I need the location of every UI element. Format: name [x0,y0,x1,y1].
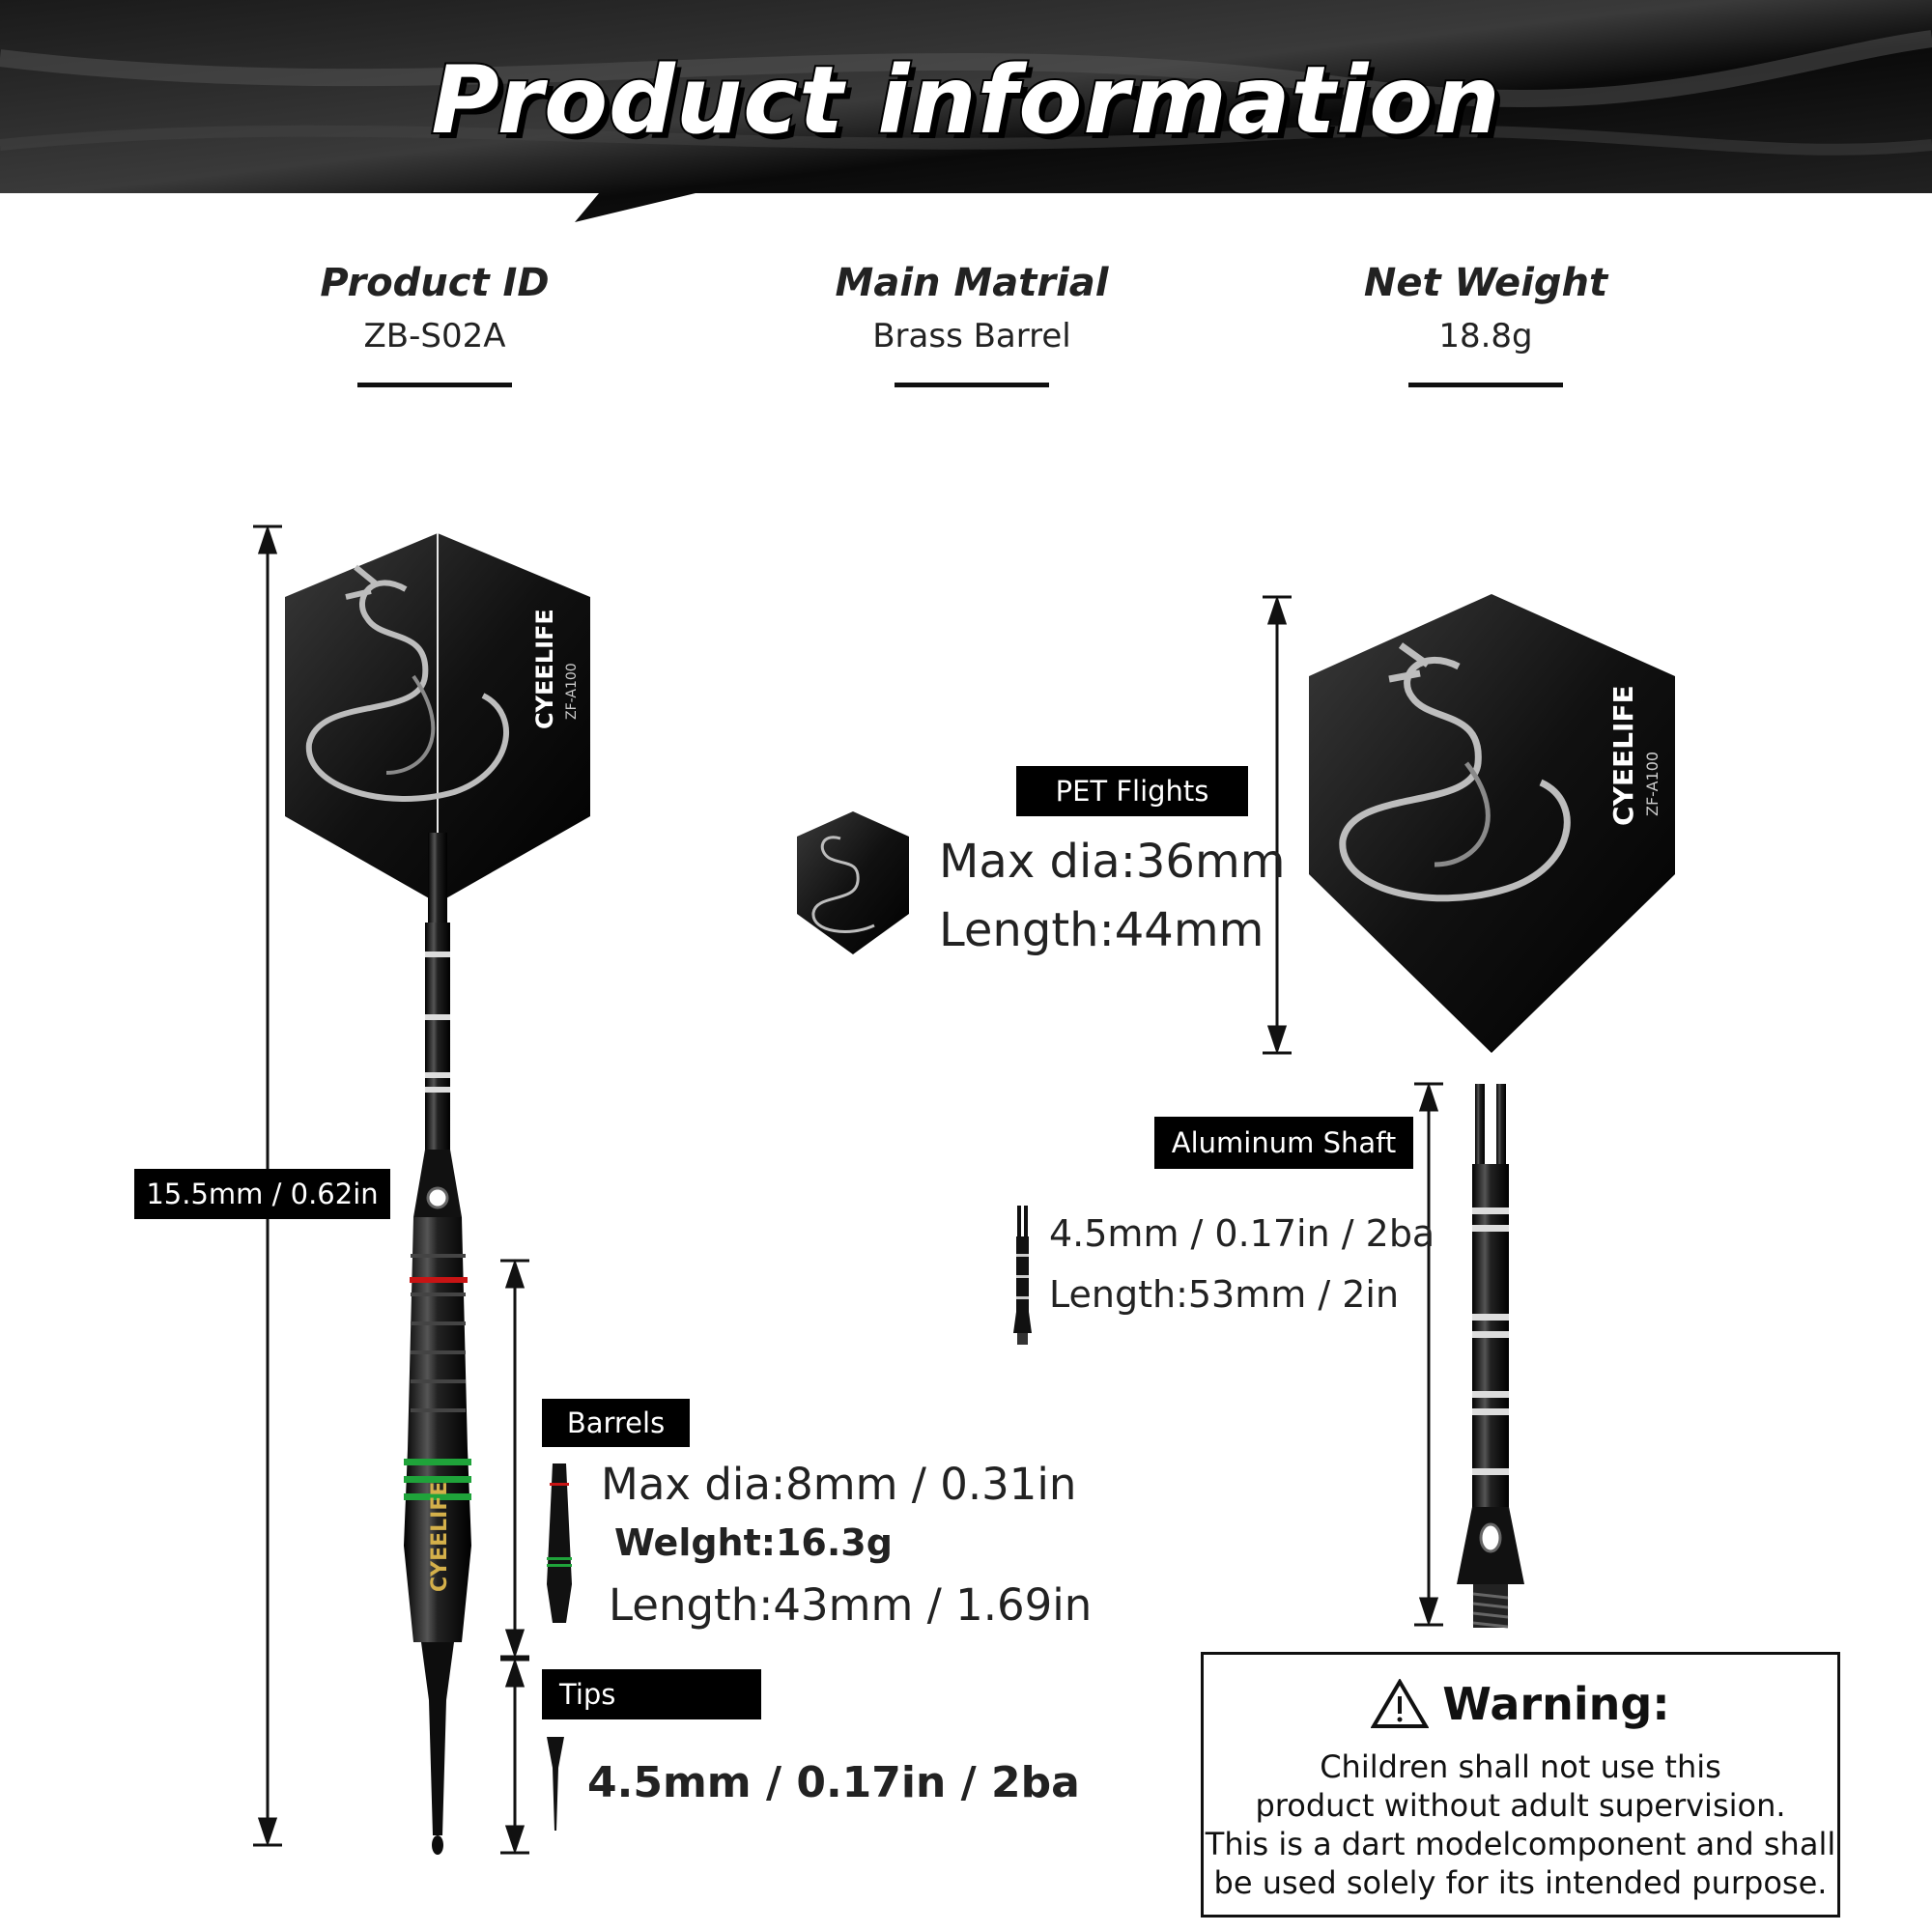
aluminum-shaft-tag: Aluminum Shaft [1154,1117,1413,1169]
spec-value: Brass Barrel [872,317,1071,355]
warning-body [1204,1747,1837,1902]
barrels-tag: Barrels [542,1399,690,1447]
tip-thumbnail [547,1737,564,1831]
barrels-max-dia: Max dia:8mm / 0.31in [601,1459,1077,1510]
shaft-thumbnail [1013,1206,1032,1345]
pet-flights-tag: PET Flights [1016,766,1248,816]
shaft-hole-right [1481,1524,1500,1551]
spec-label: Net Weight [1363,261,1608,305]
shaft-length: Length:53mm / 2in [1049,1273,1400,1316]
warning-box [1201,1652,1840,1918]
spec-label: Main Matrial [835,261,1109,305]
barrels-length: Length:43mm / 1.69in [609,1579,1093,1631]
warning-heading [1204,1678,1837,1730]
total-length-tag: 15.5mm / 0.62in [134,1169,390,1219]
aluminum-shaft-large [1457,1084,1524,1628]
flight-brand-text-right: CYEELIFE [1607,685,1639,826]
shaft-dimension [1414,1084,1443,1625]
warning-title: Warning: [1442,1678,1670,1730]
barrel-thumbnail [547,1463,572,1623]
dart-tip [421,1642,454,1855]
warning-line: Children shall not use this [1320,1748,1721,1785]
flight-thumbnail [797,811,909,954]
barrel-red-ring [410,1277,468,1283]
flight-code-text: ZF-A100 [564,663,580,720]
tips-tag: Tips [542,1669,761,1719]
dart-barrel [404,1217,471,1642]
spec-value: ZB-S02A [363,317,506,355]
flight-brand-text: CYEELIFE [531,609,558,729]
flights-max-dia: Max dia:36mm [939,835,1286,889]
warning-triangle-icon [1371,1679,1429,1729]
tips-size: 4.5mm / 0.17in / 2ba [587,1758,1080,1807]
shaft-hole [428,1188,447,1208]
flight-large-right [1309,594,1675,1053]
spec-value: 18.8g [1438,317,1533,355]
warning-line: product without adult supervision. [1255,1787,1786,1824]
shaft-size: 4.5mm / 0.17in / 2ba [1049,1212,1435,1255]
flight-code-text-right: ZF-A100 [1643,751,1662,816]
flight-dimension [1263,597,1292,1053]
warning-line: This is a dart modelcomponent and shall [1205,1826,1836,1862]
tip-dimension [500,1660,529,1853]
page-title: Product information [431,46,1501,155]
barrel-green-ring [404,1459,471,1465]
warning-line: be used solely for its intended purpose. [1213,1864,1828,1901]
barrel-dimension [500,1261,529,1657]
spec-label: Product ID [320,261,550,305]
flights-length: Length:44mm [939,903,1264,957]
barrel-brand-text: CYEELIFE [428,1481,452,1592]
barrels-weight: Welght:16.3g [614,1521,893,1564]
